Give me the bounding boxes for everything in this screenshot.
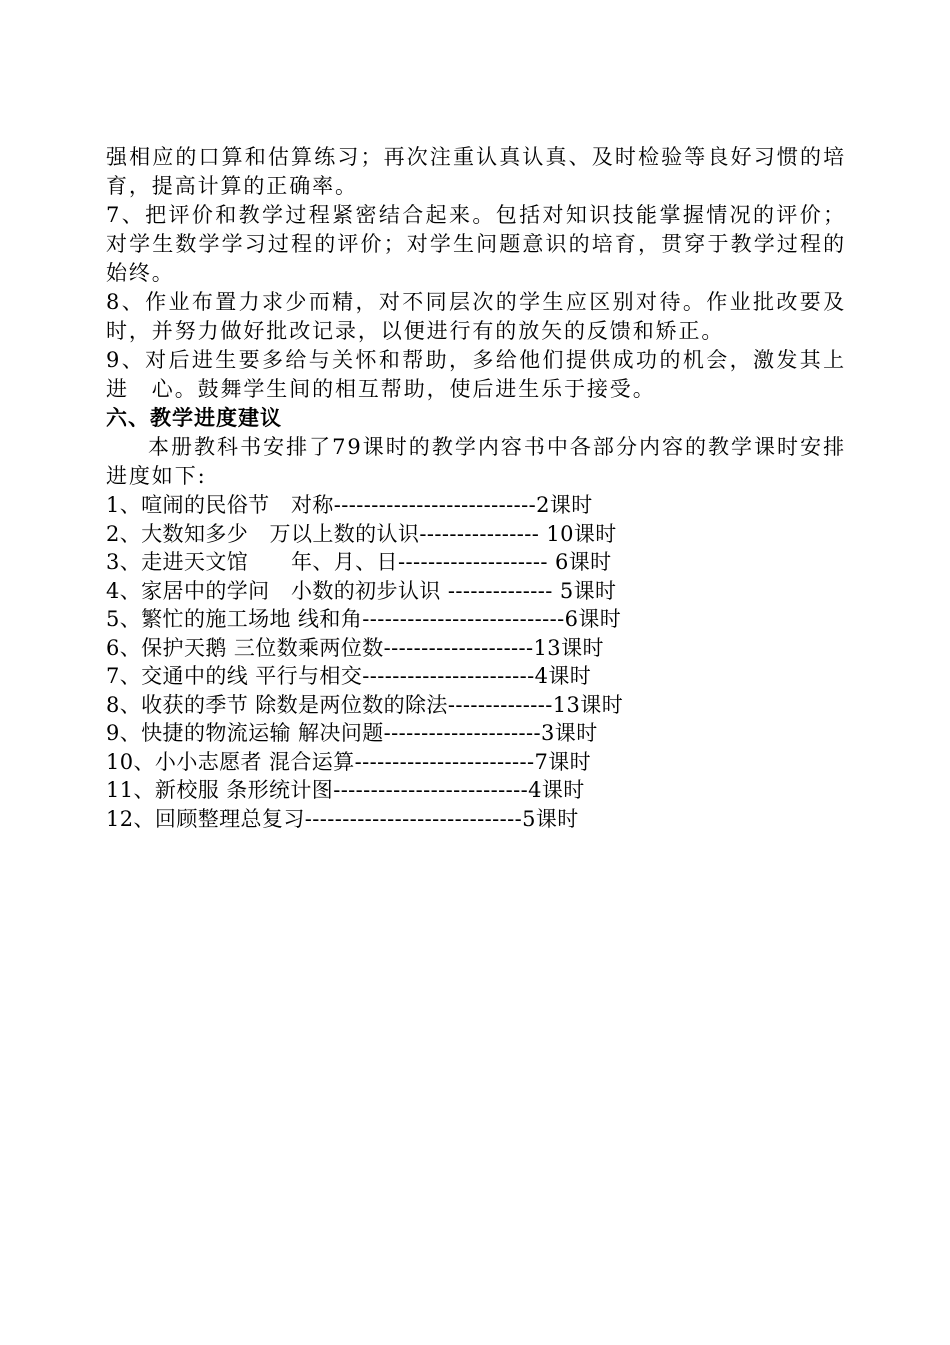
schedule-item: 4、家居中的学问 小数的初步认识 -------------- 5课时 [106,578,617,603]
paragraph-item-9: 9、对后进生要多给与关怀和帮助，多给他们提供成功的机会，激发其上进 心。鼓舞学生间的相互帮助，使后进生乐于接受。 [106,348,846,401]
paragraph-item-7: 7、把评价和教学过程紧密结合起来。包括对知识技能掌握情况的评价；对学生数学学习过程的评价；对学生问题意识的培育，贯穿于教学过程的始终。 [106,203,846,285]
schedule-item: 1、喧闹的民俗节 对称---------------------------2课时 [106,493,593,517]
schedule-item: 12、回顾整理总复习-----------------------------5课时 [106,806,579,831]
document-page [106,143,846,833]
schedule-item: 7、交通中的线 平行与相交-----------------------4课时 [106,664,592,688]
schedule-item: 8、收获的季节 除数是两位数的除法--------------13课时 [106,692,624,717]
paragraph-item-8: 8、作业布置力求少而精，对不同层次的学生应区别对待。作业批改要及时，并努力做好批改记录，以便进行有的放矢的反馈和矫正。 [106,290,846,343]
paragraph-continuation: 强相应的口算和估算练习；再次注重认真认真、及时检验等良好习惯的培育，提高计算的正确率。 [106,145,846,198]
schedule-item: 3、走进天文馆 年、月、日-------------------- 6课时 [106,550,612,574]
schedule-item: 5、繁忙的施工场地 线和角---------------------------6课时 [106,607,622,631]
schedule-item: 6、保护天鹅 三位数乘两位数--------------------13课时 [106,635,604,660]
schedule-item: 10、小小志愿者 混合运算------------------------7课时 [106,749,592,774]
schedule-item: 2、大数知多少 万以上数的认识---------------- 10课时 [106,521,617,546]
schedule-item: 9、快捷的物流运输 解决问题---------------------3课时 [106,721,598,745]
schedule-item: 11、新校服 条形统计图--------------------------4课时 [106,778,585,802]
section-heading: 六、教学进度建议 [106,406,282,430]
schedule-list [106,491,846,833]
schedule-intro: 本册教科书安排了79课时的教学内容书中各部分内容的教学课时安排进度如下: [106,435,846,488]
